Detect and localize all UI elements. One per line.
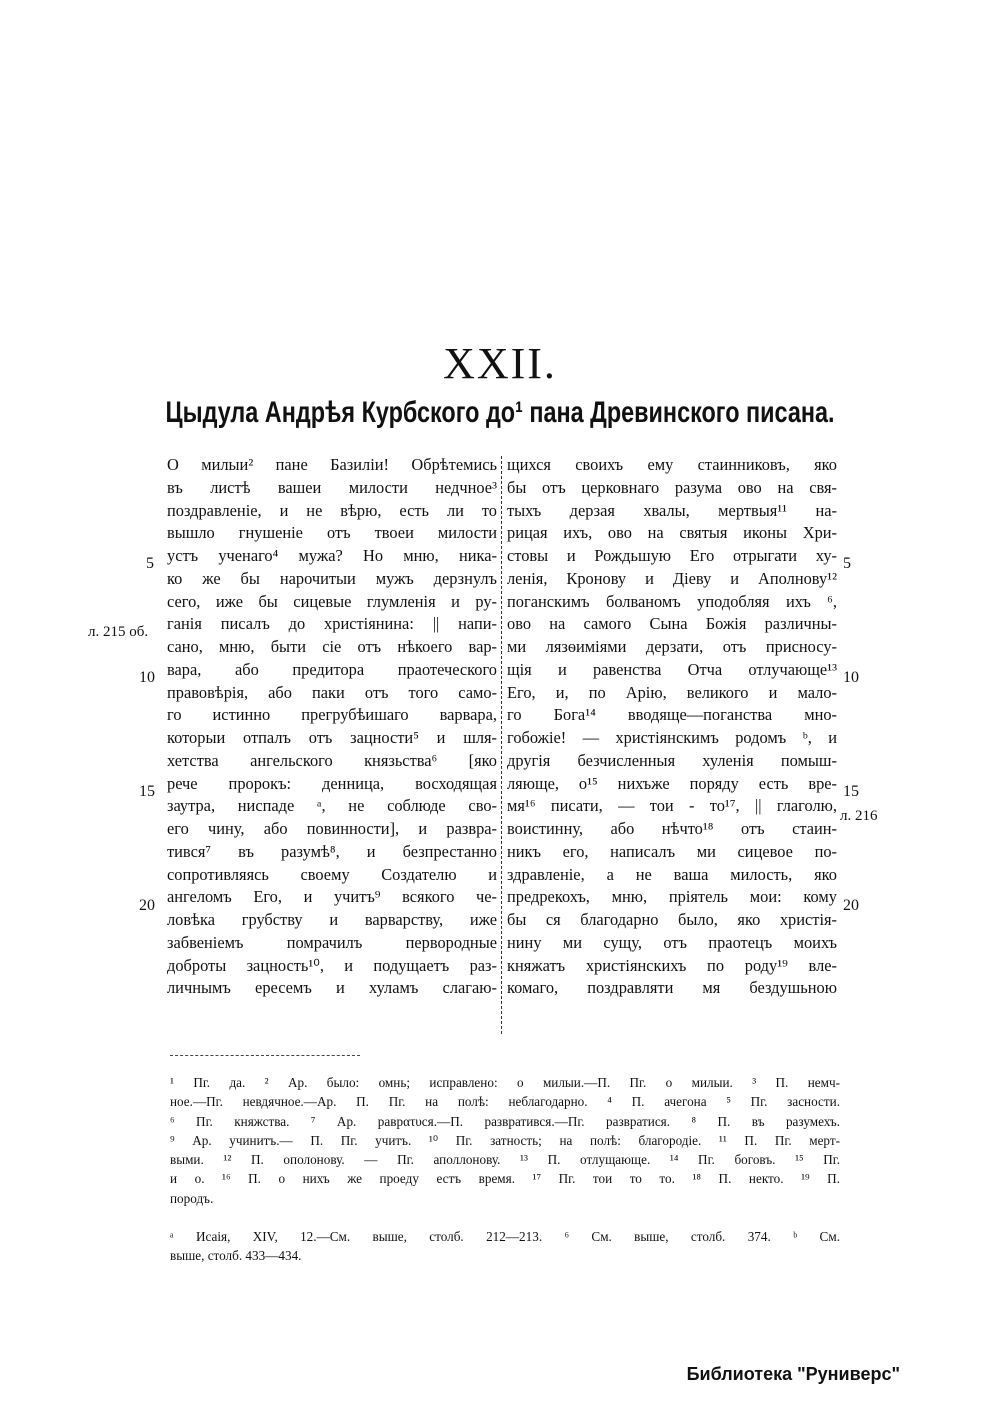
library-watermark: Библиотека "Руниверс" bbox=[686, 1364, 900, 1384]
text-line: другiя безчисленныя хуленiя помыш- bbox=[507, 750, 837, 770]
text-line: тыхъ дерзая хвалы, мертвыя¹¹ на- bbox=[507, 500, 837, 520]
left-text-column bbox=[167, 454, 497, 1000]
text-line: поганскимъ болваномъ уподобляя ихъ ⁶, bbox=[507, 591, 837, 611]
text-line: ово на самого Сына Божiя различны- bbox=[507, 614, 837, 634]
footnote-line: породъ. bbox=[170, 1190, 214, 1206]
line-number-right-5: 5 bbox=[843, 555, 851, 572]
line-number-right-20: 20 bbox=[843, 897, 859, 914]
footnote-line: выми. ¹² П. ополонову. — Пг. аполлонову. ¹³ П. отлущающе. ¹⁴ Пг. боговъ. ¹⁵ Пг. bbox=[170, 1152, 840, 1168]
text-line: гобожiе! — христiянскимъ родомъ ᵇ, и bbox=[507, 728, 837, 747]
footnote-line: ⁶ Пг. княжства. ⁷ Ар. раврατυся.—П. развратився.—Пг. развратися. ⁸ П. въ разумехъ. bbox=[170, 1113, 840, 1129]
text-line: здравленiе, а не ваша милость, яко bbox=[507, 864, 837, 884]
footnote-separator bbox=[170, 1055, 360, 1056]
line-number-left-15: 15 bbox=[139, 783, 155, 800]
text-line: Его, и, по Арiю, великого и мало- bbox=[507, 682, 837, 702]
text-line: сано, мню, быти сiе отъ нѣкоего вар- bbox=[167, 637, 497, 656]
text-line: щихся своихъ ему стаинниковъ, яко bbox=[507, 455, 837, 474]
text-line: вара, або предитора праотеческого bbox=[167, 659, 497, 679]
text-line: никъ его, написалъ ми сицевое по- bbox=[507, 841, 837, 861]
text-line: устъ ученаго⁴ мужа? Но мню, ника- bbox=[167, 546, 497, 565]
text-line: его чину, або повинности], и развра- bbox=[167, 819, 497, 838]
text-line: нину ми сущу, отъ праотецъ моихъ bbox=[507, 932, 837, 952]
text-line: хетства ангельского князьства⁶ [яко bbox=[167, 750, 497, 770]
text-line: го Бога¹⁴ вводяще—поганства мно- bbox=[507, 705, 837, 725]
text-line: О милыи² пане Базилiи! Обрѣтемись bbox=[167, 455, 497, 474]
text-line: ми лязѳимiями дерзати, отъ присносу- bbox=[507, 637, 837, 656]
text-line: княжатъ христiянскихъ по роду¹⁹ вле- bbox=[507, 955, 837, 975]
text-line: ловѣка грубству и варварству, иже bbox=[167, 910, 497, 929]
column-divider bbox=[501, 456, 502, 1034]
text-line: въ листѣ вашеи милости недчное³ bbox=[167, 477, 497, 497]
text-line: рече пророкъ: денница, восходящая bbox=[167, 773, 497, 793]
text-line: щiя и равенства Отча отлучающе¹³ bbox=[507, 659, 837, 679]
text-line: рицая ихъ, ово на святыя иконы Хри- bbox=[507, 523, 837, 543]
footnote-line: ¹ Пг. да. ² Ар. было: омнь; исправлено: о милыи.—П. Пг. о милыи. ³ П. немч- bbox=[170, 1075, 840, 1090]
text-line: тився⁷ въ разумѣ⁸, и безпрестанно bbox=[167, 841, 497, 861]
footnote-line: ⁹ Ар. учинитъ.— П. Пг. учитъ. ¹⁰ Пг. затность; на полѣ: благородiе. ¹¹ П. Пг. мерт- bbox=[170, 1132, 840, 1148]
line-number-left-5: 5 bbox=[146, 555, 154, 572]
text-line: комаго, поздравляти мя бездушьною bbox=[507, 978, 837, 998]
line-number-right-15: 15 bbox=[843, 783, 859, 800]
right-text-column bbox=[507, 454, 837, 1000]
text-line: ляюще, о¹⁵ нихъже поряду есть вре- bbox=[507, 773, 837, 793]
chapter-number: XXII. bbox=[443, 339, 557, 388]
text-line: мя¹⁶ писати, — тои - то¹⁷, || глаголю, bbox=[507, 796, 837, 816]
text-line: которыи отпалъ отъ зацности⁵ и шля- bbox=[167, 728, 497, 747]
text-line: правовѣрiя, або паки отъ того само- bbox=[167, 682, 497, 702]
line-number-left-20: 20 bbox=[139, 897, 155, 914]
footnote-line: ное.—Пг. невдячное.—Ар. П. Пг. на полѣ: неблагодарно. ⁴ П. ачегона ⁵ Пг. засности. bbox=[170, 1094, 840, 1110]
text-line: ко же бы нарочитыи мужъ дерзнулъ bbox=[167, 568, 497, 588]
text-line: доброты зацность¹⁰, и подущаетъ раз- bbox=[167, 955, 497, 975]
text-line: бы ся благодарно было, яко христiя- bbox=[507, 910, 837, 929]
text-line: сопротивляясь своему Создателю и bbox=[167, 864, 497, 884]
text-line: ангеломъ Его, и учитъ⁹ всякого че- bbox=[167, 887, 497, 907]
reference-line: ᵃ Исаiя, XIV, 12.—См. выше, столб. 212—213. ⁶ См. выше, столб. 374. ᵇ См. bbox=[170, 1229, 840, 1244]
text-line: стовы и Рождьшую Его отрыгати ху- bbox=[507, 546, 837, 565]
text-line: воистинну, або нѣчто¹⁸ отъ стаин- bbox=[507, 819, 837, 838]
folio-marker-left: л. 215 об. bbox=[88, 624, 149, 640]
footnote-line: и о. ¹⁶ П. о нихъ же проеду естъ время. ¹⁷ Пг. тои то то. ¹⁸ П. некто. ¹⁹ П. bbox=[170, 1171, 840, 1187]
line-number-right-10: 10 bbox=[843, 669, 859, 686]
references-block bbox=[170, 1227, 840, 1266]
text-line: поздравленiе, и не вѣрю, есть ли то bbox=[167, 500, 497, 520]
folio-marker-right: л. 216 bbox=[840, 808, 878, 824]
text-line: ленiя, Кронову и Дiеву и Аполнову¹² bbox=[507, 568, 837, 588]
text-line: вышло гнушенiе отъ твоеи милости bbox=[167, 523, 497, 543]
reference-line: выше, столб. 433—434. bbox=[170, 1248, 302, 1264]
text-line: сего, иже бы сицевые глумленiя и ру- bbox=[167, 591, 497, 611]
text-line: бы отъ церковнаго разума ово на свя- bbox=[507, 477, 837, 497]
footnotes-block bbox=[170, 1073, 840, 1208]
chapter-title: Цыдула Андрѣя Курбского до¹ пана Древинского писана. bbox=[165, 396, 835, 429]
text-line: го истинно прегрубѣишаго варвара, bbox=[167, 705, 497, 725]
text-line: ганiя писалъ до христiянина: || напи- bbox=[167, 614, 497, 634]
line-number-left-10: 10 bbox=[139, 669, 155, 686]
text-line: заутра, ниспаде ᵃ, не соблюде сво- bbox=[167, 796, 497, 816]
text-line: личнымъ ересемъ и хуламъ слагаю- bbox=[167, 978, 497, 998]
text-line: предрекохъ, мню, прiятель мои: кому bbox=[507, 887, 837, 907]
text-line: забвенiемъ помрачилъ первородные bbox=[167, 932, 497, 952]
